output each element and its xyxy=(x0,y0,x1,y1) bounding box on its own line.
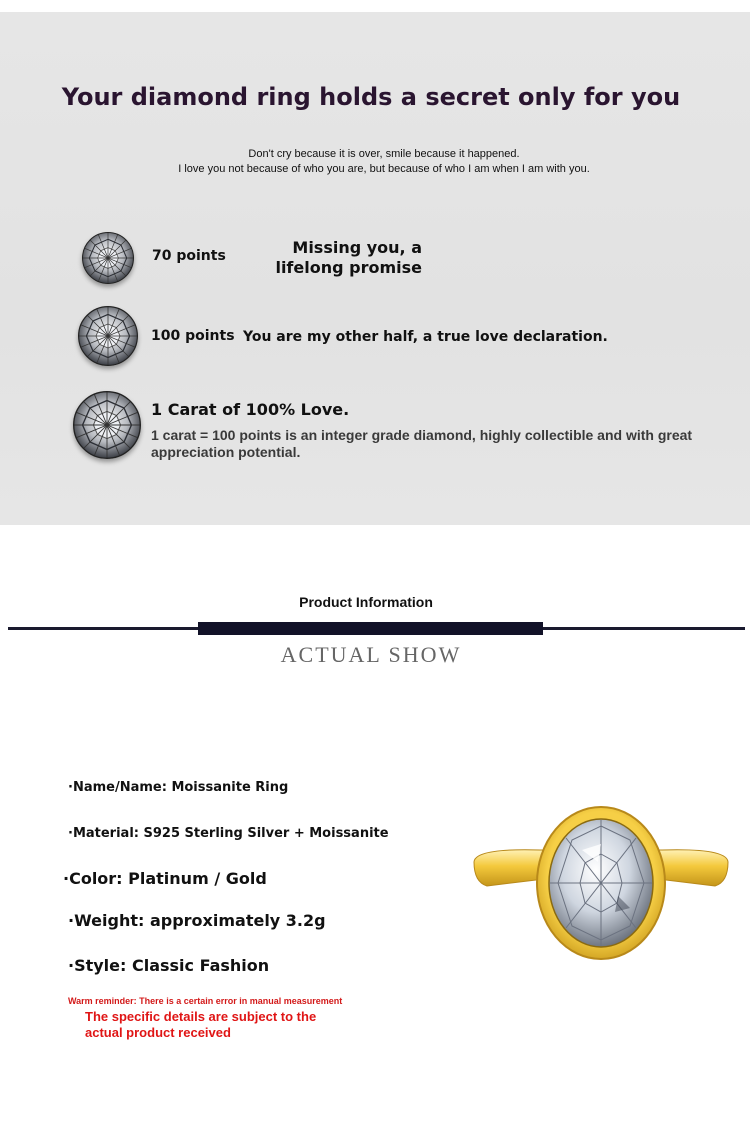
spec-style: ·Style: Classic Fashion xyxy=(68,956,270,975)
spec-weight: ·Weight: approximately 3.2g xyxy=(68,911,326,930)
actual-show-heading: ACTUAL SHOW xyxy=(280,642,462,667)
spec-material: ·Material: S925 Sterling Silver + Moissanite xyxy=(68,826,389,841)
spec-color: ·Color: Platinum / Gold xyxy=(63,869,267,888)
diamond-icon xyxy=(82,232,134,284)
diamond-icon xyxy=(78,306,138,366)
product-info-heading: Product Information xyxy=(299,594,433,610)
grade-label-1-carat: 1 Carat of 100% Love. xyxy=(151,400,350,419)
hero-title: Your diamond ring holds a secret only for you xyxy=(61,83,681,111)
warning-body: The specific details are subject to the actual product received xyxy=(85,1009,317,1040)
quote-line-1: Don't cry because it is over, smile because it happened. xyxy=(248,148,520,160)
quote-line-2: I love you not because of who you are, but because of who I am when I am with you. xyxy=(178,163,590,175)
grade-description-1-carat: 1 carat = 100 points is an integer grade diamond, highly collectible and with great appreciation potential. xyxy=(151,427,693,460)
grade-label-100-points: 100 points xyxy=(151,328,235,344)
grade-description-100-points: You are my other half, a true love declaration. xyxy=(243,329,608,345)
warning-title: Warm reminder: There is a certain error in manual measurement xyxy=(68,996,343,1006)
spec-name: ·Name/Name: Moissanite Ring xyxy=(68,780,289,795)
diamond-icon xyxy=(73,391,141,459)
section-divider-accent xyxy=(198,622,543,635)
ring-image xyxy=(470,800,732,970)
grade-description-70-points: Missing you, a lifelong promise xyxy=(275,238,422,277)
grade-label-70-points: 70 points xyxy=(152,248,226,264)
